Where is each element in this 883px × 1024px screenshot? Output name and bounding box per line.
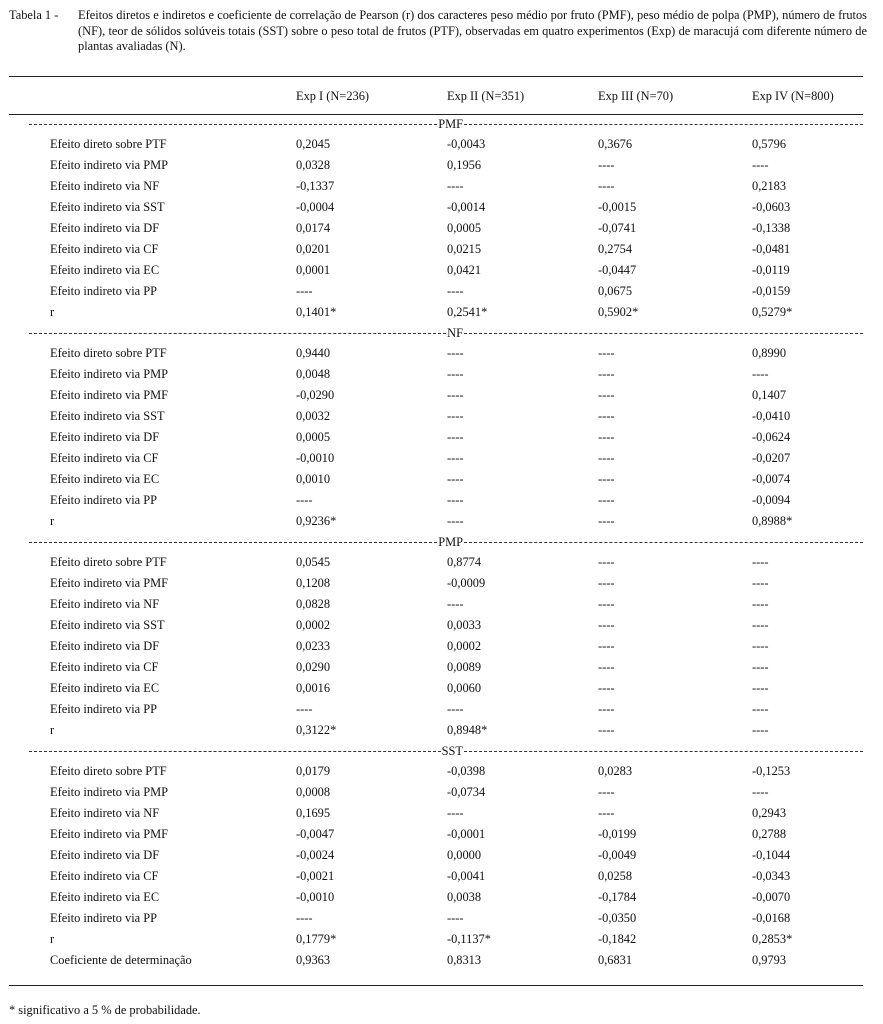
cell-value: -0,0047 xyxy=(296,827,335,841)
cell-value: 0,2541* xyxy=(447,305,488,319)
cell-value: ---- xyxy=(598,785,615,799)
cell-value: 0,3676 xyxy=(598,137,633,151)
section-divider xyxy=(9,532,863,552)
cell-value: 0,5902* xyxy=(598,305,639,319)
dashed-line xyxy=(464,124,863,125)
cell-value: 0,0328 xyxy=(296,158,331,172)
cell-value: ---- xyxy=(598,158,615,172)
cell-value: ---- xyxy=(447,284,464,298)
cell-value: ---- xyxy=(752,367,769,381)
cell-value: ---- xyxy=(447,179,464,193)
table-row xyxy=(9,824,863,845)
cell-value: ---- xyxy=(752,681,769,695)
table-bottom-rule xyxy=(9,985,863,986)
row-label: r xyxy=(50,514,55,528)
cell-value: -0,0603 xyxy=(752,200,791,214)
row-label: Efeito indireto via DF xyxy=(50,221,160,235)
cell-value: 0,0016 xyxy=(296,681,331,695)
row-label: Efeito indireto via PMP xyxy=(50,785,169,799)
cell-value: -0,1253 xyxy=(752,764,791,778)
cell-value: 0,8988* xyxy=(752,514,793,528)
cell-value: -0,0199 xyxy=(598,827,637,841)
cell-value: -0,0010 xyxy=(296,890,335,904)
table-row xyxy=(9,678,863,699)
cell-value: ---- xyxy=(447,514,464,528)
table-row xyxy=(9,803,863,824)
table-row xyxy=(9,699,863,720)
cell-value: ---- xyxy=(598,555,615,569)
section-header-row xyxy=(9,114,863,134)
cell-value: -0,0734 xyxy=(447,785,486,799)
section-title: SST xyxy=(441,744,463,758)
cell-value: ---- xyxy=(598,806,615,820)
section-divider xyxy=(9,114,863,134)
table-top-rule xyxy=(9,76,863,77)
table-row xyxy=(9,448,863,469)
cell-value: -0,0049 xyxy=(598,848,637,862)
table-row xyxy=(9,594,863,615)
cell-value: -0,0290 xyxy=(296,388,335,402)
row-label: Efeito indireto via SST xyxy=(50,409,165,423)
row-label: Efeito direto sobre PTF xyxy=(50,137,167,151)
cell-value: ---- xyxy=(598,367,615,381)
table-row xyxy=(9,908,863,929)
row-label: Efeito indireto via PP xyxy=(50,702,158,716)
cell-value: ---- xyxy=(447,367,464,381)
dashed-line xyxy=(29,124,437,125)
section-title: PMF xyxy=(438,117,463,131)
cell-value: -0,0481 xyxy=(752,242,791,256)
dashed-line xyxy=(29,333,446,334)
cell-value: ---- xyxy=(752,660,769,674)
table-row xyxy=(9,929,863,950)
cell-value: -0,0447 xyxy=(598,263,637,277)
dashed-line xyxy=(29,751,441,752)
table-row xyxy=(9,343,863,364)
cell-value: -0,1137* xyxy=(447,932,491,946)
data-table xyxy=(9,85,863,971)
table-row xyxy=(9,866,863,887)
row-label: Efeito direto sobre PTF xyxy=(50,346,167,360)
cell-value: 0,2788 xyxy=(752,827,787,841)
cell-value: ---- xyxy=(447,451,464,465)
cell-value: ---- xyxy=(752,555,769,569)
row-label: Efeito indireto via CF xyxy=(50,451,159,465)
row-label: Efeito indireto via NF xyxy=(50,806,160,820)
row-label: Efeito indireto via CF xyxy=(50,869,159,883)
cell-value: ---- xyxy=(598,493,615,507)
cell-value: 0,0233 xyxy=(296,639,331,653)
row-label: Efeito indireto via EC xyxy=(50,890,160,904)
cell-value: 0,1956 xyxy=(447,158,482,172)
row-label: Efeito indireto via EC xyxy=(50,681,160,695)
dashed-line xyxy=(464,333,863,334)
cell-value: -0,0350 xyxy=(598,911,637,925)
cell-value: 0,0089 xyxy=(447,660,482,674)
cell-value: ---- xyxy=(447,493,464,507)
cell-value: -0,0001 xyxy=(447,827,486,841)
table-row xyxy=(9,239,863,260)
cell-value: -0,0119 xyxy=(752,263,790,277)
table-row xyxy=(9,511,863,532)
dashed-line xyxy=(464,751,863,752)
table-row xyxy=(9,636,863,657)
cell-value: 0,0001 xyxy=(296,263,331,277)
section-header-row xyxy=(9,323,863,343)
column-header-exp-1: Exp I (N=236) xyxy=(296,89,370,103)
row-label: Efeito indireto via DF xyxy=(50,848,160,862)
table-row xyxy=(9,782,863,803)
cell-value: 0,9363 xyxy=(296,953,331,967)
cell-value: 0,9793 xyxy=(752,953,787,967)
row-label: Efeito indireto via CF xyxy=(50,242,159,256)
cell-value: ---- xyxy=(598,179,615,193)
cell-value: -0,1044 xyxy=(752,848,791,862)
cell-value: -0,0070 xyxy=(752,890,791,904)
cell-value: ---- xyxy=(447,346,464,360)
cell-value: 0,0008 xyxy=(296,785,331,799)
cell-value: 0,5279* xyxy=(752,305,793,319)
cell-value: 0,0215 xyxy=(447,242,482,256)
cell-value: 0,0201 xyxy=(296,242,331,256)
table-row xyxy=(9,364,863,385)
row-label: r xyxy=(50,305,55,319)
column-header-row xyxy=(9,85,863,114)
cell-value: ---- xyxy=(752,158,769,172)
table-row xyxy=(9,218,863,239)
section-header-row xyxy=(9,532,863,552)
cell-value: ---- xyxy=(598,702,615,716)
row-label: Efeito indireto via SST xyxy=(50,200,165,214)
cell-value: ---- xyxy=(598,451,615,465)
cell-value: -0,0014 xyxy=(447,200,486,214)
cell-value: 0,0000 xyxy=(447,848,482,862)
row-label: r xyxy=(50,932,55,946)
table-row xyxy=(9,615,863,636)
cell-value: ---- xyxy=(447,409,464,423)
row-label: Efeito indireto via PMF xyxy=(50,388,169,402)
section-divider xyxy=(9,323,863,343)
cell-value: -0,0624 xyxy=(752,430,791,444)
table-row xyxy=(9,302,863,323)
cell-value: 0,0290 xyxy=(296,660,331,674)
table-row xyxy=(9,887,863,908)
cell-value: 0,0258 xyxy=(598,869,633,883)
section-header-row xyxy=(9,741,863,761)
table-row xyxy=(9,155,863,176)
cell-value: ---- xyxy=(447,806,464,820)
row-label: Efeito indireto via DF xyxy=(50,430,160,444)
row-label: Efeito indireto via CF xyxy=(50,660,159,674)
table-row xyxy=(9,427,863,448)
cell-value: 0,0283 xyxy=(598,764,633,778)
cell-value: 0,8948* xyxy=(447,723,488,737)
cell-value: -0,0043 xyxy=(447,137,486,151)
cell-value: 0,0545 xyxy=(296,555,331,569)
table-row xyxy=(9,657,863,678)
cell-value: ---- xyxy=(752,639,769,653)
cell-value: ---- xyxy=(752,702,769,716)
cell-value: ---- xyxy=(598,639,615,653)
cell-value: 0,0675 xyxy=(598,284,633,298)
cell-value: 0,1407 xyxy=(752,388,787,402)
table-row xyxy=(9,761,863,782)
cell-value: 0,0060 xyxy=(447,681,482,695)
row-label: Efeito indireto via PP xyxy=(50,284,158,298)
cell-value: 0,2183 xyxy=(752,179,787,193)
cell-value: 0,0032 xyxy=(296,409,331,423)
cell-value: 0,8990 xyxy=(752,346,787,360)
cell-value: 0,1401* xyxy=(296,305,337,319)
table-row xyxy=(9,490,863,511)
table-row xyxy=(9,720,863,741)
cell-value: 0,2045 xyxy=(296,137,331,151)
table-row xyxy=(9,281,863,302)
cell-value: ---- xyxy=(296,284,313,298)
column-header-empty xyxy=(9,85,296,114)
row-label: Efeito indireto via EC xyxy=(50,472,160,486)
table-row xyxy=(9,573,863,594)
cell-value: -0,0741 xyxy=(598,221,637,235)
cell-value: 0,1695 xyxy=(296,806,331,820)
cell-value: -0,0004 xyxy=(296,200,335,214)
cell-value: 0,1779* xyxy=(296,932,337,946)
cell-value: 0,2853* xyxy=(752,932,793,946)
cell-value: -0,0159 xyxy=(752,284,791,298)
cell-value: ---- xyxy=(447,430,464,444)
table-row xyxy=(9,176,863,197)
cell-value: ---- xyxy=(598,430,615,444)
row-label: Efeito indireto via EC xyxy=(50,263,160,277)
footnote: * significativo a 5 % de probabilidade. xyxy=(9,1003,201,1017)
row-label: Coeficiente de determinação xyxy=(50,953,192,967)
table-row xyxy=(9,197,863,218)
dashed-line xyxy=(29,542,437,543)
cell-value: -0,0343 xyxy=(752,869,791,883)
cell-value: 0,6831 xyxy=(598,953,633,967)
cell-value: ---- xyxy=(598,681,615,695)
row-label: Efeito indireto via PP xyxy=(50,493,158,507)
cell-value: 0,5796 xyxy=(752,137,787,151)
table-row xyxy=(9,552,863,573)
cell-value: ---- xyxy=(598,346,615,360)
cell-value: 0,2754 xyxy=(598,242,633,256)
cell-value: ---- xyxy=(752,576,769,590)
row-label: Efeito direto sobre PTF xyxy=(50,555,167,569)
table-row xyxy=(9,950,863,971)
cell-value: -0,1338 xyxy=(752,221,791,235)
table-row xyxy=(9,260,863,281)
cell-value: 0,0033 xyxy=(447,618,482,632)
cell-value: ---- xyxy=(598,514,615,528)
cell-value: 0,0048 xyxy=(296,367,331,381)
cell-value: ---- xyxy=(598,660,615,674)
cell-value: -0,0041 xyxy=(447,869,486,883)
table-row xyxy=(9,469,863,490)
cell-value: 0,2943 xyxy=(752,806,787,820)
caption-text: Efeitos diretos e indiretos e coeficiente de correlação de Pearson (r) dos caracteres peso médio por fruto (PMF), peso médio de polpa (PMP), número de frutos (NF), teor de sólidos solúveis totais (SST) sobre o peso total de frutos (PTF), observadas em quatro experimentos (Exp) de maracujá com diferente número de plantas avaliadas (N). xyxy=(78,8,867,53)
cell-value: ---- xyxy=(296,911,313,925)
cell-value: -0,0015 xyxy=(598,200,637,214)
column-header-exp-4: Exp IV (N=800) xyxy=(752,89,834,103)
cell-value: ---- xyxy=(447,388,464,402)
row-label: Efeito direto sobre PTF xyxy=(50,764,167,778)
table-row xyxy=(9,406,863,427)
cell-value: 0,0179 xyxy=(296,764,331,778)
cell-value: -0,0094 xyxy=(752,493,791,507)
row-label: Efeito indireto via NF xyxy=(50,597,160,611)
cell-value: ---- xyxy=(598,618,615,632)
cell-value: -0,0010 xyxy=(296,451,335,465)
cell-value: ---- xyxy=(296,493,313,507)
cell-value: ---- xyxy=(598,597,615,611)
cell-value: 0,9440 xyxy=(296,346,331,360)
cell-value: 0,0002 xyxy=(296,618,331,632)
cell-value: ---- xyxy=(598,388,615,402)
cell-value: ---- xyxy=(447,472,464,486)
cell-value: -0,0398 xyxy=(447,764,486,778)
row-label: Efeito indireto via PP xyxy=(50,911,158,925)
cell-value: ---- xyxy=(752,618,769,632)
cell-value: -0,0021 xyxy=(296,869,335,883)
cell-value: 0,9236* xyxy=(296,514,337,528)
caption-label: Tabela 1 - xyxy=(9,8,62,22)
cell-value: 0,0174 xyxy=(296,221,331,235)
cell-value: -0,0410 xyxy=(752,409,791,423)
row-label: Efeito indireto via PMP xyxy=(50,367,169,381)
section-title: PMP xyxy=(438,535,463,549)
table-row xyxy=(9,134,863,155)
cell-value: -0,0207 xyxy=(752,451,791,465)
cell-value: 0,0038 xyxy=(447,890,482,904)
cell-value: ---- xyxy=(598,472,615,486)
row-label: Efeito indireto via SST xyxy=(50,618,165,632)
cell-value: ---- xyxy=(447,702,464,716)
cell-value: 0,0828 xyxy=(296,597,331,611)
cell-value: -0,0009 xyxy=(447,576,486,590)
cell-value: 0,3122* xyxy=(296,723,337,737)
column-header-exp-2: Exp II (N=351) xyxy=(447,89,525,103)
cell-value: 0,0002 xyxy=(447,639,482,653)
cell-value: ---- xyxy=(296,702,313,716)
cell-value: 0,0005 xyxy=(296,430,331,444)
cell-value: ---- xyxy=(447,597,464,611)
table-row xyxy=(9,845,863,866)
cell-value: -0,1842 xyxy=(598,932,637,946)
cell-value: ---- xyxy=(752,785,769,799)
table-row xyxy=(9,385,863,406)
row-label: Efeito indireto via PMF xyxy=(50,827,169,841)
column-header-exp-3: Exp III (N=70) xyxy=(598,89,674,103)
cell-value: 0,8313 xyxy=(447,953,482,967)
cell-value: ---- xyxy=(752,597,769,611)
cell-value: -0,0074 xyxy=(752,472,791,486)
cell-value: -0,0024 xyxy=(296,848,335,862)
section-divider xyxy=(9,741,863,761)
cell-value: ---- xyxy=(598,723,615,737)
cell-value: 0,0005 xyxy=(447,221,482,235)
cell-value: ---- xyxy=(752,723,769,737)
row-label: Efeito indireto via PMF xyxy=(50,576,169,590)
row-label: r xyxy=(50,723,55,737)
cell-value: 0,8774 xyxy=(447,555,482,569)
cell-value: ---- xyxy=(447,911,464,925)
cell-value: 0,0421 xyxy=(447,263,482,277)
section-title: NF xyxy=(447,326,463,340)
dashed-line xyxy=(464,542,863,543)
cell-value: 0,0010 xyxy=(296,472,331,486)
row-label: Efeito indireto via NF xyxy=(50,179,160,193)
cell-value: ---- xyxy=(598,409,615,423)
cell-value: ---- xyxy=(598,576,615,590)
row-label: Efeito indireto via PMP xyxy=(50,158,169,172)
cell-value: -0,1337 xyxy=(296,179,335,193)
row-label: Efeito indireto via DF xyxy=(50,639,160,653)
cell-value: -0,0168 xyxy=(752,911,791,925)
cell-value: 0,1208 xyxy=(296,576,331,590)
cell-value: -0,1784 xyxy=(598,890,637,904)
table-caption xyxy=(9,8,867,55)
